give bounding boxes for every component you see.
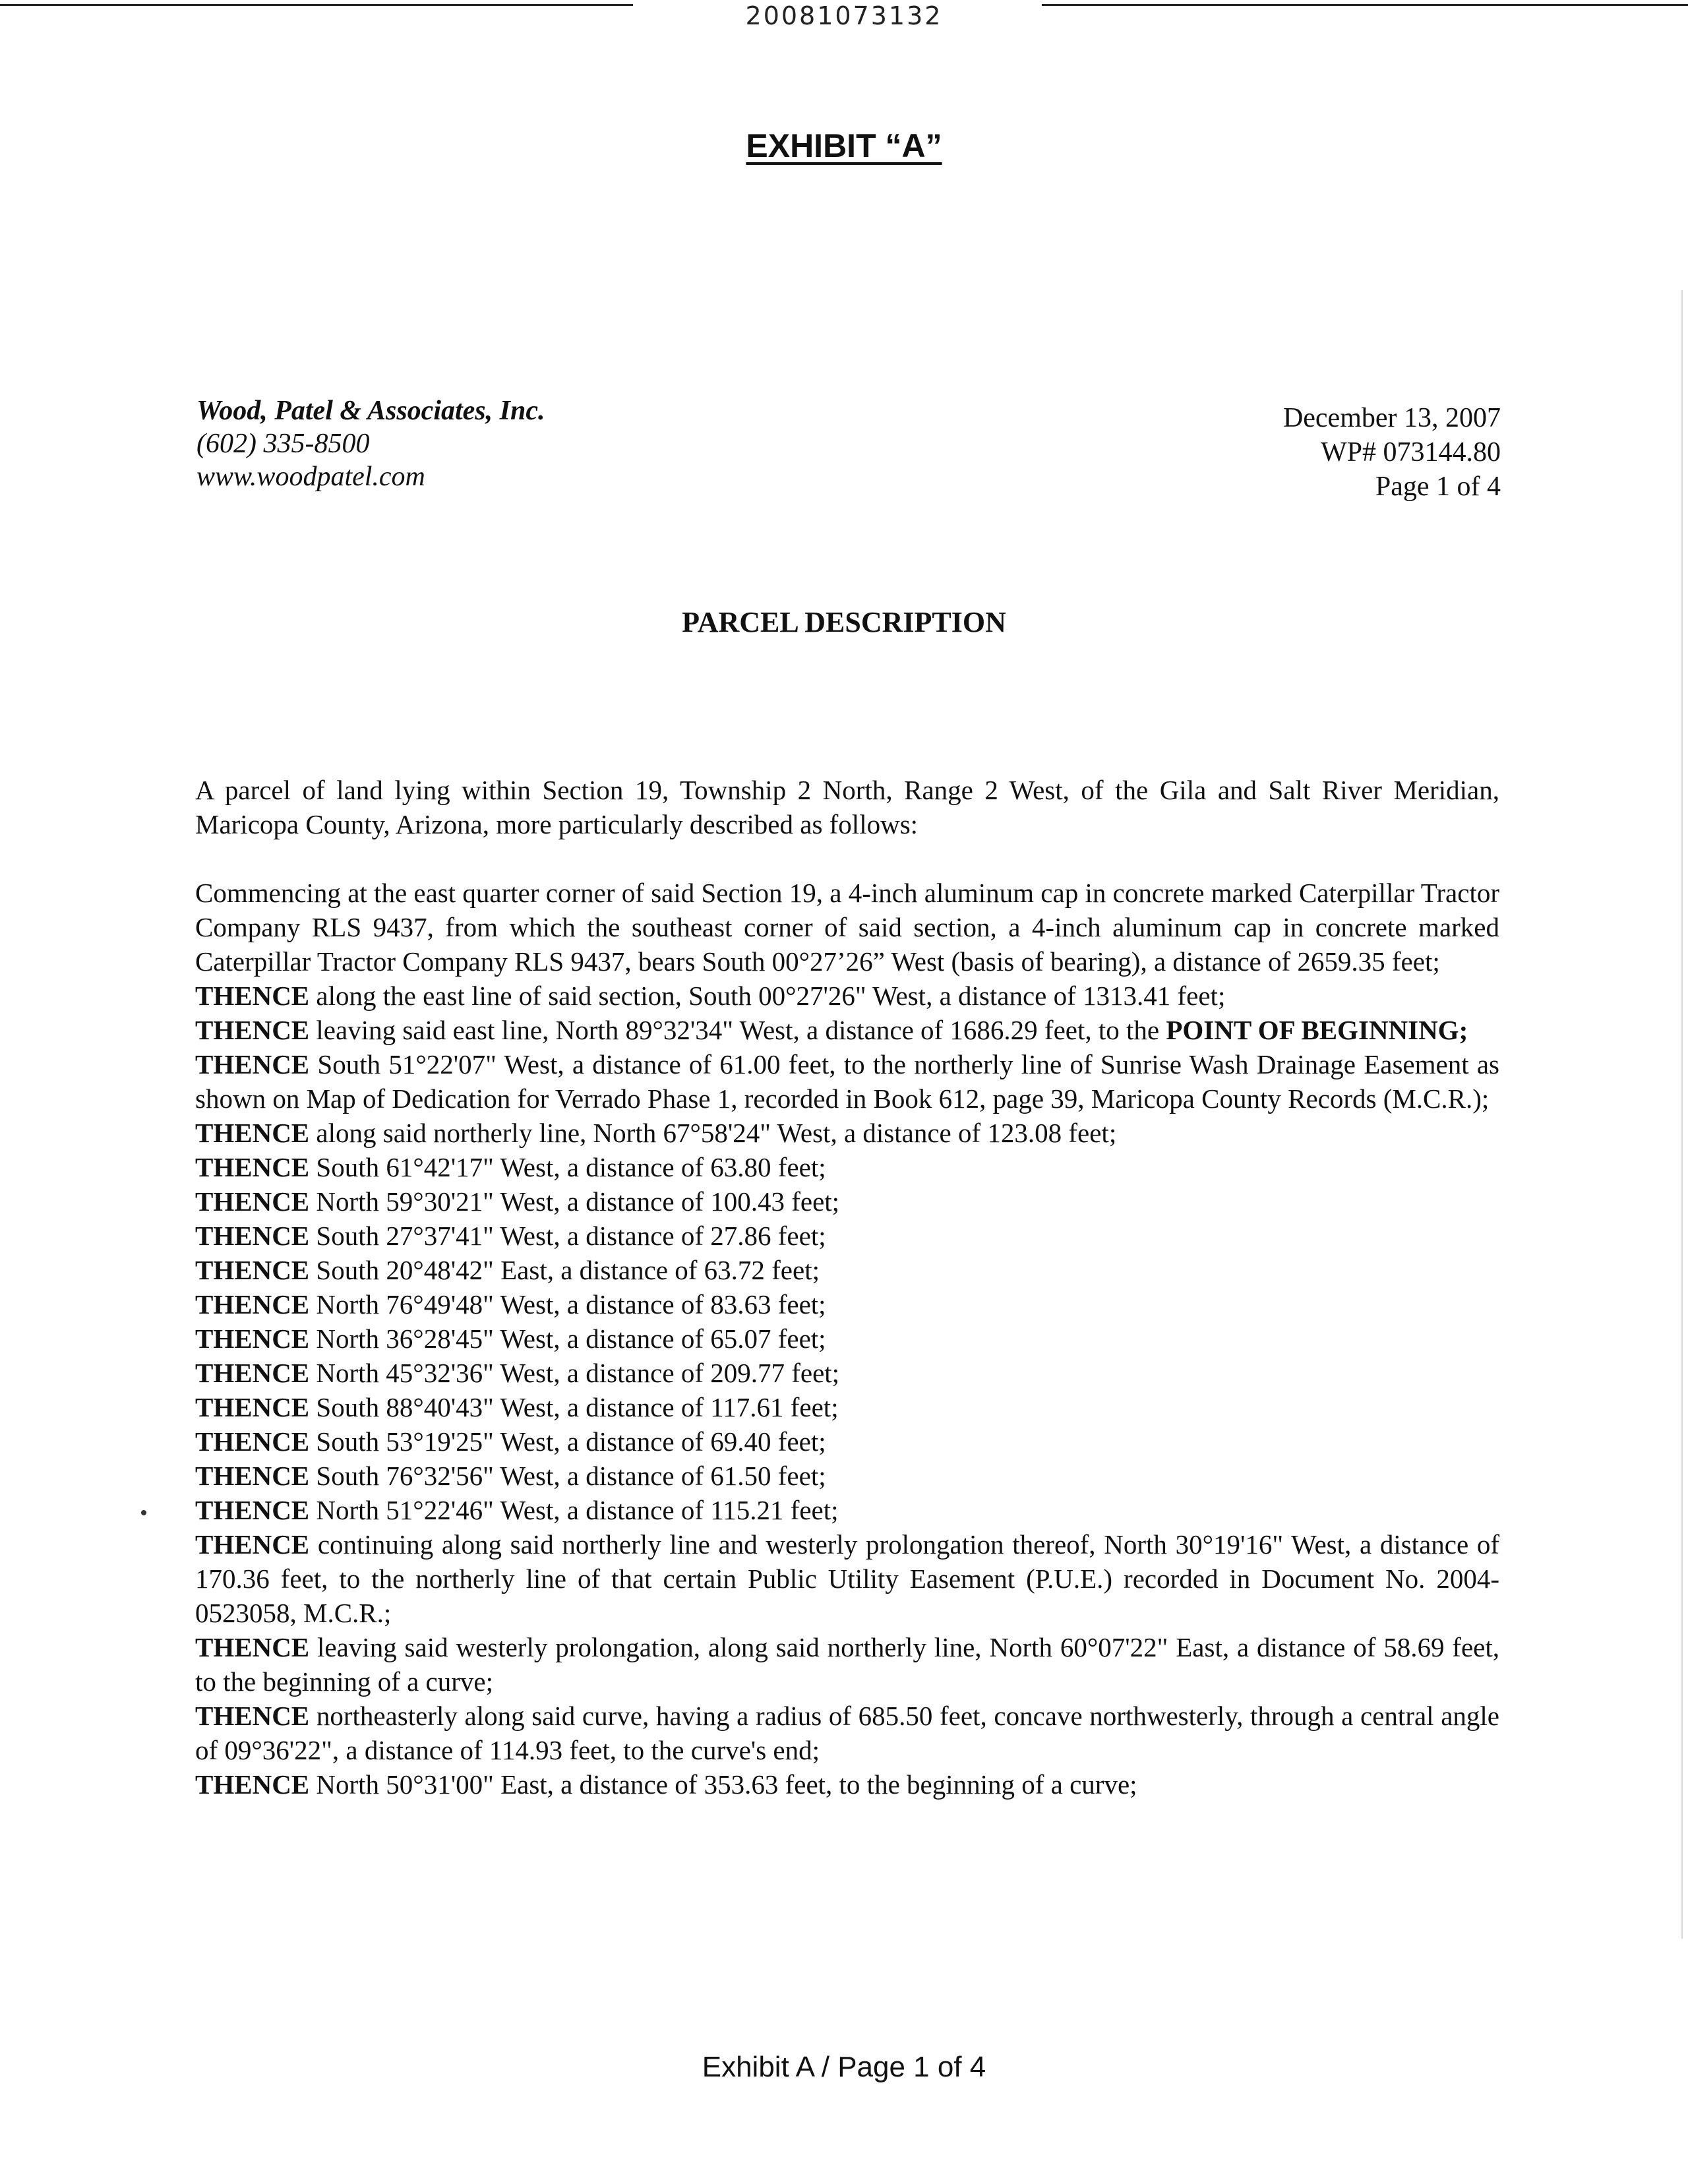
call-line [195, 1013, 1499, 1047]
call-line [195, 1767, 1499, 1802]
page-footer: Exhibit A / Page 1 of 4 [702, 2051, 986, 2083]
call-line [195, 1287, 1499, 1321]
exhibit-title [0, 127, 1688, 165]
call-text: North 76°49'48" West, a distance of 83.63 feet; [316, 1289, 826, 1320]
call-line [195, 1630, 1499, 1699]
call-text: North 51°22'46" West, a distance of 115.21 feet; [316, 1495, 839, 1525]
call-line [195, 1116, 1499, 1150]
call-text: South 27°37'41" West, a distance of 27.86 feet; [316, 1221, 826, 1251]
thence-keyword: THENCE [195, 1255, 310, 1285]
thence-keyword: THENCE [195, 1323, 310, 1354]
call-text: North 59°30'21" West, a distance of 100.43 feet; [316, 1186, 840, 1217]
call-line [195, 1356, 1499, 1390]
thence-keyword: THENCE [195, 1118, 310, 1148]
commencing-paragraph: Commencing at the east quarter corner of said Section 19, a 4-inch aluminum cap in concrete marked Caterpillar Tractor Company RLS 9437, from which the southeast corner of said section, a 4-inch aluminum cap in concrete marked Caterpillar Tractor Company RLS 9437, bears South 00°27’26” West (basis of bearing), a distance of 2659.35 feet; [195, 878, 1499, 977]
call-text: leaving said east line, North 89°32'34" West, a distance of 1686.29 feet, to the [316, 1015, 1160, 1045]
call-line [195, 1459, 1499, 1493]
firm-website: www.woodpatel.com [196, 462, 425, 492]
call-line [195, 979, 1499, 1013]
call-text: South 53°19'25" West, a distance of 69.40 feet; [316, 1426, 826, 1457]
thence-keyword: THENCE [195, 1152, 310, 1182]
call-list [195, 1047, 1499, 1802]
call-text: along the east line of said section, South 00°27'26" West, a distance of 1313.41 feet; [316, 981, 1226, 1011]
call-line [195, 1390, 1499, 1424]
call-text: South 76°32'56" West, a distance of 61.50 feet; [316, 1461, 826, 1491]
call-line [195, 1253, 1499, 1287]
call-text: North 50°31'00" East, a distance of 353.63 feet, to the beginning of a curve; [316, 1769, 1137, 1800]
firm-phone: (602) 335-8500 [196, 429, 370, 459]
call-line [195, 1493, 1499, 1527]
call-text: North 36°28'45" West, a distance of 65.07 feet; [316, 1323, 826, 1354]
thence-keyword: THENCE [195, 1221, 310, 1251]
call-text: along said northerly line, North 67°58'24" West, a distance of 123.08 feet; [316, 1118, 1117, 1148]
page-indicator: Page 1 of 4 [1375, 471, 1501, 502]
wp-number: WP# 073144.80 [1321, 437, 1501, 468]
thence-keyword: THENCE [195, 1049, 310, 1079]
scan-edge-line [1681, 290, 1683, 1939]
thence-keyword: THENCE [195, 1769, 310, 1800]
thence-keyword: THENCE [195, 1632, 310, 1662]
call-text: South 51°22'07" West, a distance of 61.00 feet, to the northerly line of Sunrise Wash Drainage Easement as shown on Map of Dedication for Verrado Phase 1, recorded in Book 612, page 39, Maricopa County Records (M.C.R.); [195, 1049, 1500, 1114]
parcel-description-heading: PARCEL DESCRIPTION [682, 606, 1006, 638]
recording-number: 20081073132 [745, 1, 943, 30]
thence-keyword: THENCE [195, 1461, 310, 1491]
scan-mark [141, 1510, 146, 1515]
call-text: northeasterly along said curve, having a radius of 685.50 feet, concave northwesterly, through a central angle of 09°36'22", a distance of 114.93 feet, to the curve's end; [195, 1701, 1499, 1765]
legal-description [195, 773, 1499, 1802]
call-line [195, 1321, 1499, 1356]
thence-keyword: THENCE [195, 1426, 310, 1457]
thence-keyword: THENCE [195, 1529, 310, 1560]
thence-keyword: THENCE [195, 1186, 310, 1217]
firm-name: Wood, Patel & Associates, Inc. [196, 396, 545, 426]
intro-paragraph: A parcel of land lying within Section 19, Township 2 North, Range 2 West, of the Gila and Salt River Meridian, Maricopa County, Arizona, more particularly described as follows: [195, 775, 1499, 839]
call-line [195, 1047, 1499, 1116]
thence-keyword: THENCE [195, 1015, 310, 1045]
call-text: North 45°32'36" West, a distance of 209.77 feet; [316, 1358, 840, 1388]
call-text: South 20°48'42" East, a distance of 63.72 feet; [316, 1255, 820, 1285]
call-line [195, 1699, 1499, 1767]
point-of-beginning: POINT OF BEGINNING; [1166, 1015, 1468, 1045]
thence-keyword: THENCE [195, 1392, 310, 1422]
call-line [195, 1150, 1499, 1184]
document-meta [1283, 401, 1501, 504]
thence-keyword: THENCE [195, 1701, 310, 1731]
firm-info [196, 394, 545, 493]
call-line [195, 1184, 1499, 1219]
thence-keyword: THENCE [195, 1358, 310, 1388]
call-line [195, 1219, 1499, 1253]
call-text: leaving said westerly prolongation, along said northerly line, North 60°07'22" East, a distance of 58.69 feet, to the beginning of a curve; [195, 1632, 1499, 1697]
call-text: continuing along said northerly line and westerly prolongation thereof, North 30°19'16" West, a distance of 170.36 feet, to the northerly line of that certain Public Utility Easement (P.U.E.) recorded in Document No. 2004-0523058, M.C.R.; [195, 1529, 1499, 1628]
call-line [195, 1424, 1499, 1459]
exhibit-title-text: EXHIBIT “A” [746, 127, 942, 164]
call-text: South 88°40'43" West, a distance of 117.61 feet; [316, 1392, 839, 1422]
thence-keyword: THENCE [195, 1289, 310, 1320]
thence-keyword: THENCE [195, 981, 310, 1011]
call-text: South 61°42'17" West, a distance of 63.80 feet; [316, 1152, 826, 1182]
document-date: December 13, 2007 [1282, 403, 1501, 433]
call-line [195, 1527, 1499, 1630]
thence-keyword: THENCE [195, 1495, 310, 1525]
